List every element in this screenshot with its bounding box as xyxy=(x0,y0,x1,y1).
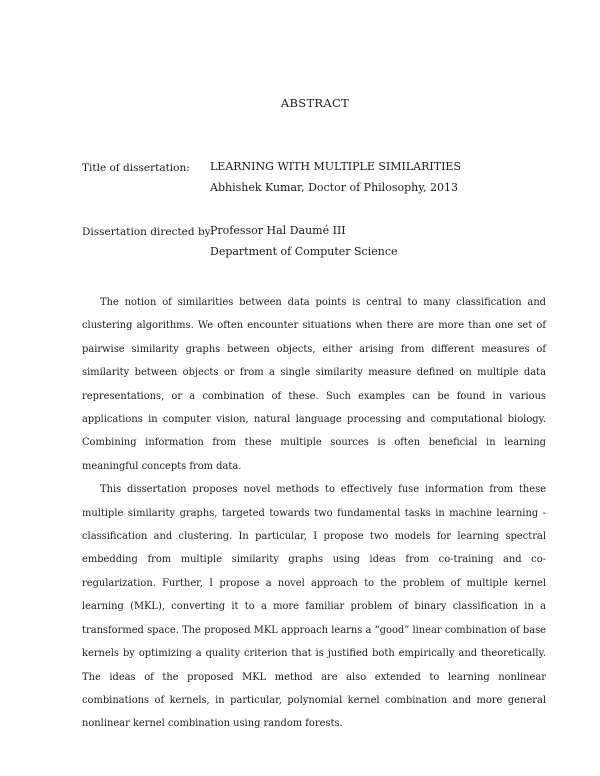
abstract-body xyxy=(82,291,546,736)
director-department: Department of Computer Science xyxy=(210,245,398,258)
paragraph: This dissertation proposes novel methods to effectively fuse information from these multiple similarity graphs, targeted towards two fundamental tasks in machine learning - classification and clustering. In particular, I propose two models for learning spectral embedding from multiple similarity graphs using ideas from co-training and co-regularization. Further, I propose a novel approach to the problem of multiple kernel learning (MKL), converting it to a more familiar problem of binary classification in a transformed space. The proposed MKL approach learns a “good” linear combination of base kernels by optimizing a quality criterion that is justified both empirically and theoretically. The ideas of the proposed MKL method are also extended to learning nonlinear combinations of kernels, in particular, polynomial kernel combination and more general nonlinear kernel combination using random forests. xyxy=(82,484,546,730)
director-name: Professor Hal Daumé III xyxy=(210,224,346,237)
abstract-heading: ABSTRACT xyxy=(280,96,350,110)
paragraph: The notion of similarities between data points is central to many classification and clustering algorithms. We often encounter situations when there are more than one set of pairwise similarity graphs between objects, either arising from different measures of similarity between objects or from a single similarity measure defined on multiple data representations, or a combination of these. Such examples can be found in various applications in computer vision, natural language processing and computational biology. Combining information from these multiple sources is often beneficial in learning meaningful concepts from data. xyxy=(82,297,546,472)
title-label: Title of dissertation: xyxy=(82,162,190,174)
dissertation-title: LEARNING WITH MULTIPLE SIMILARITIES xyxy=(210,160,461,173)
author-line: Abhishek Kumar, Doctor of Philosophy, 2013 xyxy=(210,181,458,194)
director-label: Dissertation directed by: xyxy=(82,226,215,238)
